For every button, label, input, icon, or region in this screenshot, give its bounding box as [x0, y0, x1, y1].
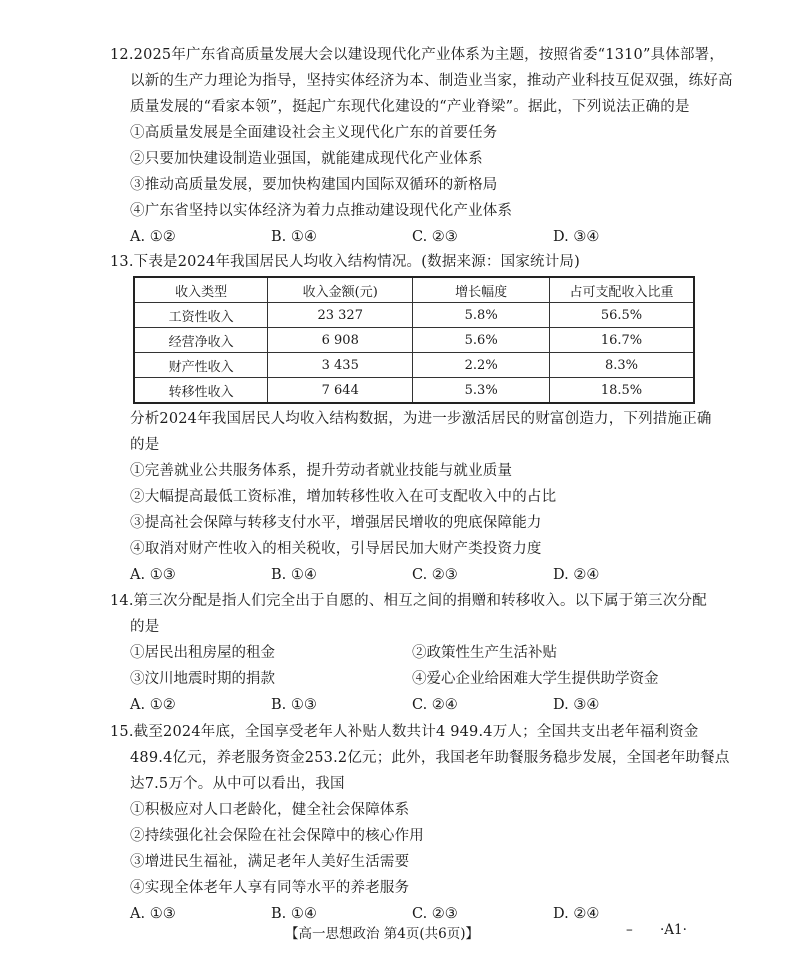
q15-choice-b: B. ①④ — [271, 906, 317, 922]
table-header: 增长幅度 — [413, 277, 550, 303]
question-12 — [110, 42, 733, 250]
table-row — [134, 353, 694, 378]
q12-option-4: ④广东省坚持以实体经济为着力点推动建设现代化产业体系 — [130, 203, 513, 219]
q15-choice-d: D. ②④ — [553, 906, 600, 922]
q14-stem-line-2: 的是 — [130, 619, 160, 635]
table-cell: 56.5% — [550, 303, 694, 328]
q14-choice-d: D. ③④ — [553, 697, 600, 713]
q15-choice-a: A. ①③ — [130, 906, 176, 922]
q12-choice-d: D. ③④ — [553, 229, 600, 245]
q12-option-2: ②只要加快建设制造业强国，就能建成现代化产业体系 — [130, 151, 483, 167]
q13-choice-b: B. ①④ — [271, 567, 317, 583]
q12-option-1: ①高质量发展是全面建设社会主义现代化广东的首要任务 — [130, 125, 498, 141]
q15-choice-c: C. ②③ — [412, 906, 458, 922]
table-header-row — [134, 277, 694, 303]
q13-analysis-line-2: 的是 — [130, 437, 160, 453]
table-row — [134, 303, 694, 328]
table-cell: 5.8% — [413, 303, 550, 328]
q15-option-3: ③增进民生福祉，满足老年人美好生活需要 — [130, 854, 410, 870]
q12-choice-a: A. ①② — [130, 229, 176, 245]
table-cell: 2.2% — [413, 353, 550, 378]
table-cell: 转移性收入 — [134, 378, 268, 404]
q15-option-1: ①积极应对人口老龄化，健全社会保障体系 — [130, 802, 410, 818]
question-14 — [110, 588, 707, 718]
question-13-stem — [110, 249, 700, 275]
q13-option-3: ③提高社会保障与转移支付水平，增强居民增收的兜底保障能力 — [130, 515, 542, 531]
q14-stem-line-1: 14.第三次分配是指人们完全出于自愿的、相互之间的捐赠和转移收入。以下属于第三次分配 — [110, 593, 707, 609]
q14-choice-b: B. ①③ — [271, 697, 317, 713]
q14-option-1: ①居民出租房屋的租金 — [130, 645, 275, 661]
q15-option-2: ②持续强化社会保险在社会保障中的核心作用 — [130, 828, 424, 844]
q13-choice-d: D. ②④ — [553, 567, 600, 583]
table-row — [134, 328, 694, 353]
table-cell: 财产性收入 — [134, 353, 268, 378]
q13-analysis-line-1: 分析2024年我国居民人均收入结构数据，为进一步激活居民的财富创造力，下列措施正确 — [130, 411, 712, 427]
q12-choice-c: C. ②③ — [412, 229, 458, 245]
q14-choices — [110, 692, 700, 718]
table-cell: 8.3% — [550, 353, 694, 378]
table-header: 收入类型 — [134, 277, 268, 303]
table-cell: 23 327 — [268, 303, 413, 328]
table-header: 收入金额(元) — [268, 277, 413, 303]
footer-paper-code: ·A1· — [660, 922, 687, 938]
q13-choices — [110, 562, 700, 588]
footer-page-label: 【高一思想政治 第4页(共6页)】 — [285, 926, 480, 942]
q15-stem-line-1: 15.截至2024年底，全国享受老年人补贴人数共计4 949.4万人；全国共支出老年福利资金 — [110, 724, 699, 740]
table-cell: 7 644 — [268, 378, 413, 404]
q12-choices — [110, 224, 700, 250]
q15-stem-line-2: 489.4亿元，养老服务资金253.2亿元；此外，我国老年助餐服务稳步发展，全国老年助餐点 — [130, 750, 730, 766]
table-cell: 16.7% — [550, 328, 694, 353]
q13-choice-a: A. ①③ — [130, 567, 176, 583]
table-cell: 经营净收入 — [134, 328, 268, 353]
table-cell: 18.5% — [550, 378, 694, 404]
q14-option-2: ②政策性生产生活补贴 — [412, 645, 557, 661]
q14-option-4: ④爱心企业给困难大学生提供助学资金 — [412, 671, 659, 687]
q12-stem-line-3: 质量发展的“看家本领”，挺起广东现代化建设的“产业脊梁”。据此，下列说法正确的是 — [130, 99, 690, 115]
q14-choice-c: C. ②④ — [412, 697, 458, 713]
q14-options-row-2 — [110, 666, 700, 692]
q13-choice-c: C. ②③ — [412, 567, 458, 583]
q13-option-1: ①完善就业公共服务体系，提升劳动者就业技能与就业质量 — [130, 463, 513, 479]
footer-dash: – — [626, 922, 633, 938]
q14-options-row-1 — [110, 640, 700, 666]
q12-stem-line-2: 以新的生产力理论为指导，坚持实体经济为本、制造业当家，推动产业科技互促双强，练好高 — [130, 73, 733, 89]
q12-option-3: ③推动高质量发展，要加快构建国内国际双循环的新格局 — [130, 177, 498, 193]
table-cell: 6 908 — [268, 328, 413, 353]
question-13-body — [110, 406, 712, 588]
table-cell: 5.3% — [413, 378, 550, 404]
q14-option-3: ③汶川地震时期的捐款 — [130, 671, 275, 687]
table-cell: 工资性收入 — [134, 303, 268, 328]
table-cell: 3 435 — [268, 353, 413, 378]
q12-stem-line-1: 12.2025年广东省高质量发展大会以建设现代化产业体系为主题，按照省委“1310”具体部署， — [110, 47, 725, 63]
q13-option-4: ④取消对财产性收入的相关税收，引导居民加大财产类投资力度 — [130, 541, 542, 557]
q14-choice-a: A. ①② — [130, 697, 176, 713]
q15-stem-line-3: 达7.5万个。从中可以看出，我国 — [130, 776, 345, 792]
q12-choice-b: B. ①④ — [271, 229, 317, 245]
table-row — [134, 378, 694, 404]
income-structure-table — [133, 276, 695, 404]
q15-option-4: ④实现全体老年人享有同等水平的养老服务 — [130, 880, 410, 896]
question-15 — [110, 719, 730, 927]
table-cell: 5.6% — [413, 328, 550, 353]
q13-option-2: ②大幅提高最低工资标准，增加转移性收入在可支配收入中的占比 — [130, 489, 557, 505]
q13-stem: 13.下表是2024年我国居民人均收入结构情况。(数据来源：国家统计局) — [110, 254, 580, 270]
table-header: 占可支配收入比重 — [550, 277, 694, 303]
